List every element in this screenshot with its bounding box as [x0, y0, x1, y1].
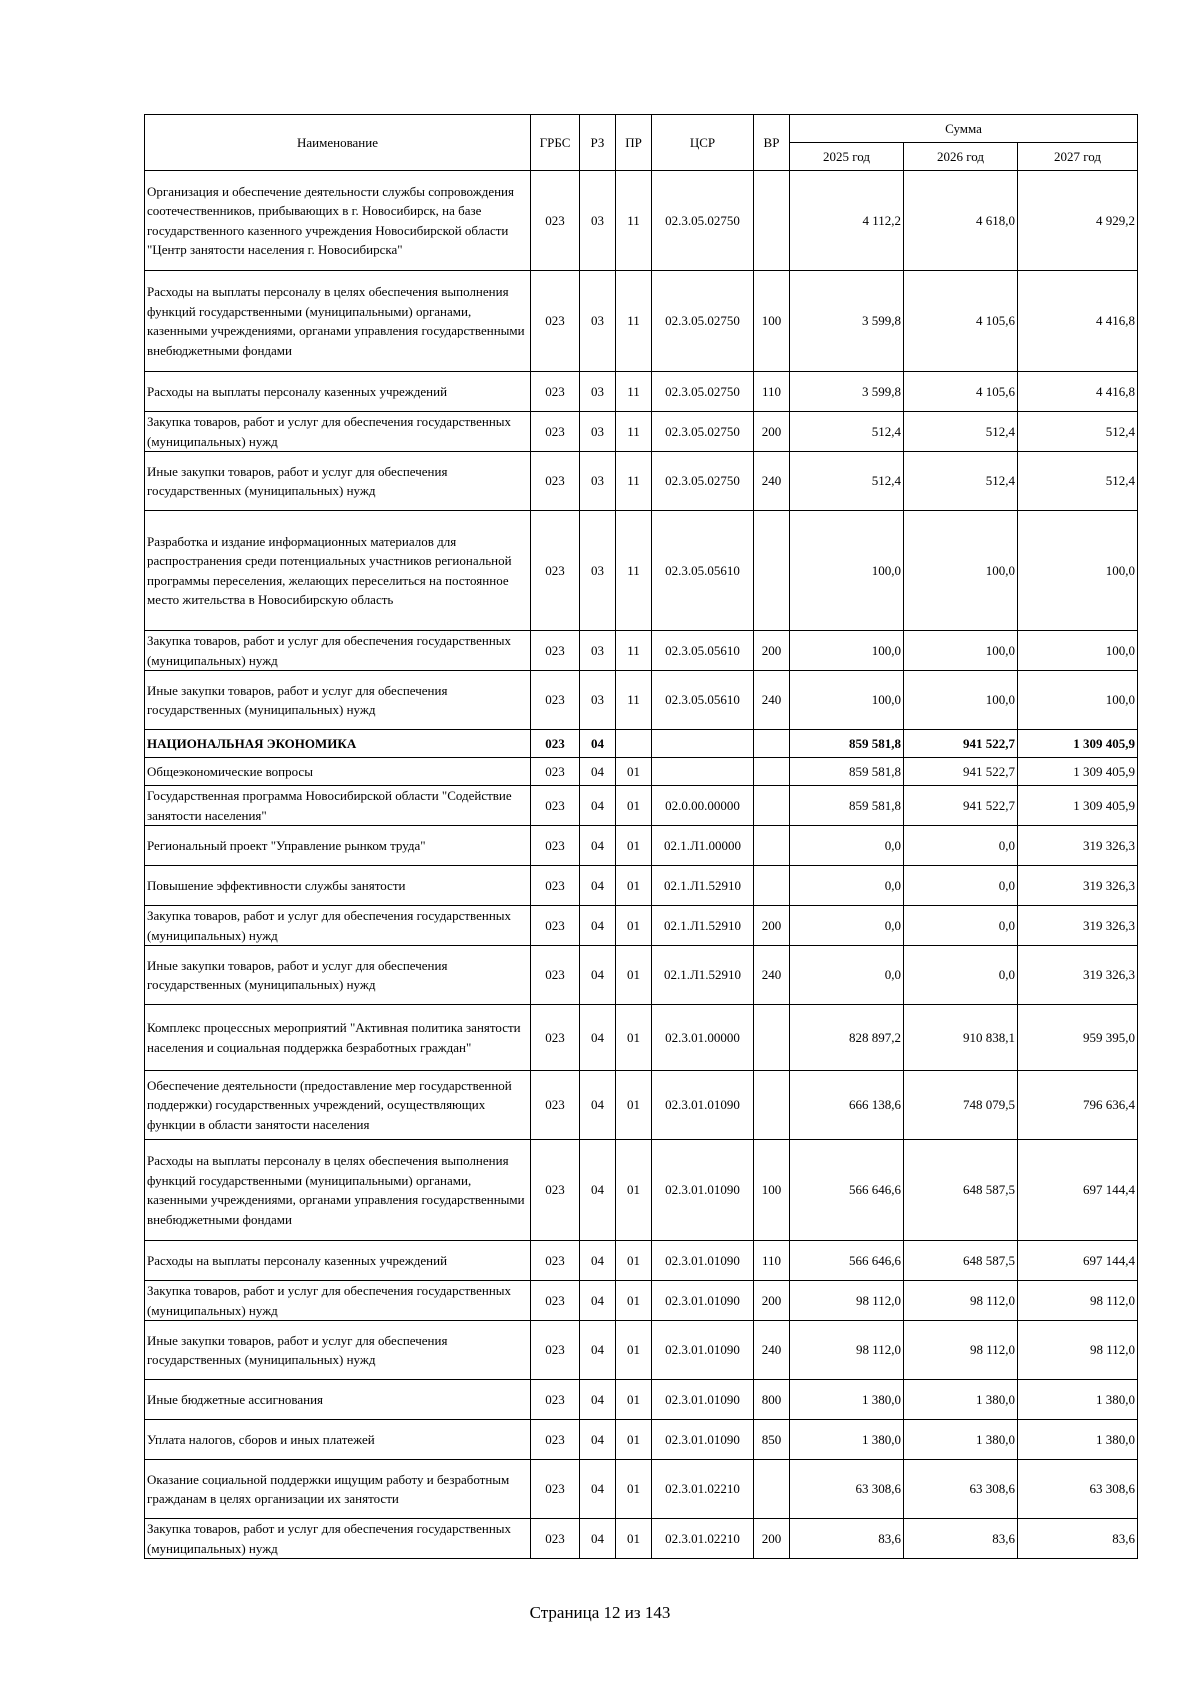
table-row	[145, 671, 1138, 730]
cell-name: Расходы на выплаты персоналу в целях обеспечения выполнения функций государственными (муниципальными) органами, казенными учреждениями, органами управления государственными внебюджетными фондами	[145, 271, 531, 372]
cell-y2027: 512,4	[1018, 452, 1138, 511]
table-row	[145, 786, 1138, 826]
cell-name: Организация и обеспечение деятельности службы сопровождения соотечественников, прибывающих в г. Новосибирск, на базе государственного казенного учреждения Новосибирской области "Центр занятости населения г. Новосибирска"	[145, 171, 531, 271]
cell-y2027: 319 326,3	[1018, 826, 1138, 866]
cell-pr: 11	[616, 511, 652, 631]
cell-name: Оказание социальной поддержки ищущим работу и безработным гражданам в целях организации их занятости	[145, 1460, 531, 1519]
cell-y2027: 98 112,0	[1018, 1321, 1138, 1380]
cell-grbs: 023	[531, 866, 580, 906]
cell-grbs: 023	[531, 452, 580, 511]
cell-y2025: 512,4	[790, 412, 904, 452]
cell-vr: 240	[754, 946, 790, 1005]
header-rz: РЗ	[580, 115, 616, 171]
cell-y2025: 0,0	[790, 826, 904, 866]
cell-csr: 02.1.Л1.52910	[652, 866, 754, 906]
cell-grbs: 023	[531, 1519, 580, 1559]
cell-y2025: 83,6	[790, 1519, 904, 1559]
cell-grbs: 023	[531, 826, 580, 866]
cell-name: Расходы на выплаты персоналу в целях обеспечения выполнения функций государственными (муниципальными) органами, казенными учреждениями, органами управления государственными внебюджетными фондами	[145, 1140, 531, 1241]
cell-y2026: 748 079,5	[904, 1071, 1018, 1140]
cell-csr: 02.3.01.00000	[652, 1005, 754, 1071]
cell-grbs: 023	[531, 511, 580, 631]
table-row	[145, 372, 1138, 412]
cell-y2026: 648 587,5	[904, 1241, 1018, 1281]
cell-grbs: 023	[531, 1281, 580, 1321]
cell-y2026: 0,0	[904, 946, 1018, 1005]
cell-pr: 01	[616, 1071, 652, 1140]
cell-vr	[754, 730, 790, 758]
cell-y2027: 63 308,6	[1018, 1460, 1138, 1519]
cell-y2026: 98 112,0	[904, 1281, 1018, 1321]
cell-rz: 04	[580, 1241, 616, 1281]
cell-csr: 02.1.Л1.52910	[652, 906, 754, 946]
cell-name: Иные закупки товаров, работ и услуг для обеспечения государственных (муниципальных) нужд	[145, 452, 531, 511]
cell-y2027: 4 416,8	[1018, 372, 1138, 412]
table-row	[145, 271, 1138, 372]
budget-table	[144, 114, 1138, 1559]
cell-y2027: 697 144,4	[1018, 1241, 1138, 1281]
cell-y2026: 941 522,7	[904, 730, 1018, 758]
cell-pr: 01	[616, 1420, 652, 1460]
cell-vr: 240	[754, 1321, 790, 1380]
cell-pr: 01	[616, 1140, 652, 1241]
cell-grbs: 023	[531, 631, 580, 671]
cell-rz: 04	[580, 1071, 616, 1140]
cell-y2026: 100,0	[904, 671, 1018, 730]
table-row	[145, 1241, 1138, 1281]
cell-y2025: 566 646,6	[790, 1140, 904, 1241]
cell-y2027: 319 326,3	[1018, 906, 1138, 946]
header-csr: ЦСР	[652, 115, 754, 171]
table-row	[145, 1005, 1138, 1071]
cell-rz: 03	[580, 631, 616, 671]
cell-name: Региональный проект "Управление рынком труда"	[145, 826, 531, 866]
cell-y2026: 4 105,6	[904, 271, 1018, 372]
cell-csr: 02.3.01.01090	[652, 1241, 754, 1281]
cell-vr	[754, 786, 790, 826]
cell-rz: 03	[580, 511, 616, 631]
cell-y2025: 566 646,6	[790, 1241, 904, 1281]
cell-pr: 01	[616, 826, 652, 866]
cell-y2027: 959 395,0	[1018, 1005, 1138, 1071]
cell-y2026: 63 308,6	[904, 1460, 1018, 1519]
cell-name: Закупка товаров, работ и услуг для обеспечения государственных (муниципальных) нужд	[145, 1281, 531, 1321]
cell-grbs: 023	[531, 758, 580, 786]
cell-pr: 01	[616, 1241, 652, 1281]
cell-y2026: 0,0	[904, 906, 1018, 946]
cell-rz: 04	[580, 1321, 616, 1380]
cell-csr: 02.3.05.05610	[652, 631, 754, 671]
cell-grbs: 023	[531, 1071, 580, 1140]
cell-y2027: 319 326,3	[1018, 866, 1138, 906]
cell-csr: 02.1.Л1.00000	[652, 826, 754, 866]
cell-csr: 02.3.01.02210	[652, 1519, 754, 1559]
cell-csr: 02.3.05.02750	[652, 412, 754, 452]
table-row	[145, 826, 1138, 866]
cell-y2026: 4 618,0	[904, 171, 1018, 271]
cell-csr: 02.3.01.02210	[652, 1460, 754, 1519]
cell-grbs: 023	[531, 1420, 580, 1460]
header-name: Наименование	[145, 115, 531, 171]
cell-y2027: 1 309 405,9	[1018, 758, 1138, 786]
cell-y2026: 0,0	[904, 866, 1018, 906]
cell-vr	[754, 1005, 790, 1071]
cell-pr: 01	[616, 1380, 652, 1420]
table-row	[145, 1380, 1138, 1420]
header-vr: ВР	[754, 115, 790, 171]
cell-csr: 02.3.05.02750	[652, 271, 754, 372]
cell-rz: 04	[580, 1005, 616, 1071]
cell-y2025: 3 599,8	[790, 271, 904, 372]
cell-vr: 100	[754, 271, 790, 372]
cell-y2027: 100,0	[1018, 631, 1138, 671]
cell-pr: 01	[616, 906, 652, 946]
cell-y2026: 100,0	[904, 511, 1018, 631]
cell-name: Иные бюджетные ассигнования	[145, 1380, 531, 1420]
cell-grbs: 023	[531, 412, 580, 452]
cell-pr: 11	[616, 452, 652, 511]
cell-y2027: 697 144,4	[1018, 1140, 1138, 1241]
cell-pr: 01	[616, 758, 652, 786]
cell-y2025: 666 138,6	[790, 1071, 904, 1140]
cell-rz: 04	[580, 866, 616, 906]
cell-rz: 03	[580, 412, 616, 452]
cell-y2026: 941 522,7	[904, 758, 1018, 786]
cell-pr: 01	[616, 1519, 652, 1559]
cell-rz: 03	[580, 271, 616, 372]
cell-rz: 03	[580, 372, 616, 412]
cell-csr: 02.3.01.01090	[652, 1321, 754, 1380]
cell-name: Государственная программа Новосибирской области "Содействие занятости населения"	[145, 786, 531, 826]
cell-name: НАЦИОНАЛЬНАЯ ЭКОНОМИКА	[145, 730, 531, 758]
cell-csr: 02.3.05.02750	[652, 372, 754, 412]
cell-name: Закупка товаров, работ и услуг для обеспечения государственных (муниципальных) нужд	[145, 412, 531, 452]
table-row	[145, 631, 1138, 671]
cell-y2027: 4 929,2	[1018, 171, 1138, 271]
cell-grbs: 023	[531, 1321, 580, 1380]
cell-y2027: 512,4	[1018, 412, 1138, 452]
cell-name: Иные закупки товаров, работ и услуг для обеспечения государственных (муниципальных) нужд	[145, 946, 531, 1005]
cell-y2026: 1 380,0	[904, 1420, 1018, 1460]
header-2027: 2027 год	[1018, 143, 1138, 171]
cell-y2025: 0,0	[790, 866, 904, 906]
cell-pr: 11	[616, 372, 652, 412]
cell-y2025: 1 380,0	[790, 1380, 904, 1420]
cell-grbs: 023	[531, 1241, 580, 1281]
cell-vr: 200	[754, 1519, 790, 1559]
cell-grbs: 023	[531, 271, 580, 372]
cell-grbs: 023	[531, 730, 580, 758]
cell-name: Расходы на выплаты персоналу казенных учреждений	[145, 372, 531, 412]
cell-vr: 110	[754, 372, 790, 412]
cell-pr	[616, 730, 652, 758]
cell-grbs: 023	[531, 946, 580, 1005]
cell-rz: 04	[580, 906, 616, 946]
cell-y2027: 100,0	[1018, 671, 1138, 730]
cell-rz: 03	[580, 171, 616, 271]
header-2026: 2026 год	[904, 143, 1018, 171]
header-sum: Сумма	[790, 115, 1138, 143]
cell-y2026: 1 380,0	[904, 1380, 1018, 1420]
cell-y2026: 100,0	[904, 631, 1018, 671]
cell-pr: 01	[616, 1321, 652, 1380]
cell-y2025: 0,0	[790, 946, 904, 1005]
cell-rz: 04	[580, 758, 616, 786]
cell-pr: 01	[616, 946, 652, 1005]
cell-y2025: 100,0	[790, 511, 904, 631]
cell-grbs: 023	[531, 1005, 580, 1071]
cell-y2027: 1 309 405,9	[1018, 730, 1138, 758]
cell-rz: 04	[580, 1519, 616, 1559]
table-row	[145, 1321, 1138, 1380]
cell-y2027: 319 326,3	[1018, 946, 1138, 1005]
cell-pr: 01	[616, 1281, 652, 1321]
cell-pr: 01	[616, 1005, 652, 1071]
cell-vr	[754, 1071, 790, 1140]
cell-vr	[754, 511, 790, 631]
cell-pr: 11	[616, 631, 652, 671]
header-pr: ПР	[616, 115, 652, 171]
cell-grbs: 023	[531, 786, 580, 826]
cell-pr: 11	[616, 171, 652, 271]
cell-y2027: 4 416,8	[1018, 271, 1138, 372]
cell-vr: 110	[754, 1241, 790, 1281]
cell-y2026: 512,4	[904, 412, 1018, 452]
cell-y2025: 512,4	[790, 452, 904, 511]
cell-grbs: 023	[531, 1140, 580, 1241]
cell-y2026: 512,4	[904, 452, 1018, 511]
cell-y2027: 98 112,0	[1018, 1281, 1138, 1321]
cell-csr: 02.0.00.00000	[652, 786, 754, 826]
cell-name: Иные закупки товаров, работ и услуг для обеспечения государственных (муниципальных) нужд	[145, 671, 531, 730]
cell-y2026: 648 587,5	[904, 1140, 1018, 1241]
cell-y2025: 828 897,2	[790, 1005, 904, 1071]
cell-rz: 04	[580, 1420, 616, 1460]
cell-rz: 04	[580, 1460, 616, 1519]
cell-y2025: 0,0	[790, 906, 904, 946]
cell-name: Комплекс процессных мероприятий "Активная политика занятости населения и социальная поддержка безработных граждан"	[145, 1005, 531, 1071]
cell-name: Иные закупки товаров, работ и услуг для обеспечения государственных (муниципальных) нужд	[145, 1321, 531, 1380]
cell-y2025: 1 380,0	[790, 1420, 904, 1460]
table-row	[145, 866, 1138, 906]
cell-name: Обеспечение деятельности (предоставление мер государственной поддержки) государственных учреждений, осуществляющих функции в области занятости населения	[145, 1071, 531, 1140]
cell-y2025: 859 581,8	[790, 786, 904, 826]
cell-csr: 02.3.05.05610	[652, 511, 754, 631]
cell-name: Уплата налогов, сборов и иных платежей	[145, 1420, 531, 1460]
cell-rz: 04	[580, 1140, 616, 1241]
cell-grbs: 023	[531, 1460, 580, 1519]
cell-y2026: 98 112,0	[904, 1321, 1018, 1380]
cell-y2025: 859 581,8	[790, 730, 904, 758]
cell-y2027: 100,0	[1018, 511, 1138, 631]
cell-csr: 02.1.Л1.52910	[652, 946, 754, 1005]
table-body	[145, 171, 1138, 1559]
cell-y2026: 910 838,1	[904, 1005, 1018, 1071]
cell-y2025: 98 112,0	[790, 1321, 904, 1380]
header-grbs: ГРБС	[531, 115, 580, 171]
cell-csr: 02.3.01.01090	[652, 1420, 754, 1460]
cell-y2026: 941 522,7	[904, 786, 1018, 826]
cell-y2025: 4 112,2	[790, 171, 904, 271]
header-2025: 2025 год	[790, 143, 904, 171]
table-row	[145, 1519, 1138, 1559]
cell-vr	[754, 1460, 790, 1519]
cell-pr: 01	[616, 866, 652, 906]
table-row	[145, 412, 1138, 452]
cell-y2026: 83,6	[904, 1519, 1018, 1559]
cell-y2027: 83,6	[1018, 1519, 1138, 1559]
cell-vr: 850	[754, 1420, 790, 1460]
cell-rz: 03	[580, 671, 616, 730]
cell-rz: 04	[580, 786, 616, 826]
cell-vr	[754, 758, 790, 786]
cell-vr: 800	[754, 1380, 790, 1420]
cell-csr: 02.3.05.05610	[652, 671, 754, 730]
cell-csr: 02.3.05.02750	[652, 452, 754, 511]
cell-pr: 11	[616, 271, 652, 372]
cell-vr: 200	[754, 906, 790, 946]
cell-grbs: 023	[531, 1380, 580, 1420]
cell-rz: 04	[580, 946, 616, 1005]
table-row	[145, 906, 1138, 946]
page-number: Страница 12 из 143	[529, 1603, 671, 1622]
cell-vr	[754, 826, 790, 866]
cell-name: Закупка товаров, работ и услуг для обеспечения государственных (муниципальных) нужд	[145, 906, 531, 946]
cell-y2027: 796 636,4	[1018, 1071, 1138, 1140]
cell-csr	[652, 758, 754, 786]
cell-vr: 240	[754, 671, 790, 730]
cell-name: Расходы на выплаты персоналу казенных учреждений	[145, 1241, 531, 1281]
cell-rz: 04	[580, 1281, 616, 1321]
cell-vr: 200	[754, 1281, 790, 1321]
cell-vr: 100	[754, 1140, 790, 1241]
table-row	[145, 1460, 1138, 1519]
cell-csr	[652, 730, 754, 758]
cell-pr: 01	[616, 786, 652, 826]
cell-rz: 04	[580, 1380, 616, 1420]
cell-y2025: 98 112,0	[790, 1281, 904, 1321]
cell-vr: 200	[754, 412, 790, 452]
cell-rz: 03	[580, 452, 616, 511]
cell-grbs: 023	[531, 171, 580, 271]
cell-csr: 02.3.01.01090	[652, 1140, 754, 1241]
cell-y2025: 63 308,6	[790, 1460, 904, 1519]
table-row	[145, 511, 1138, 631]
table-header	[145, 115, 1138, 171]
cell-csr: 02.3.01.01090	[652, 1071, 754, 1140]
cell-y2025: 100,0	[790, 671, 904, 730]
cell-grbs: 023	[531, 372, 580, 412]
cell-vr	[754, 866, 790, 906]
table-row	[145, 758, 1138, 786]
cell-y2025: 859 581,8	[790, 758, 904, 786]
cell-rz: 04	[580, 730, 616, 758]
cell-pr: 11	[616, 412, 652, 452]
cell-name: Закупка товаров, работ и услуг для обеспечения государственных (муниципальных) нужд	[145, 1519, 531, 1559]
table-row	[145, 452, 1138, 511]
cell-rz: 04	[580, 826, 616, 866]
table-row	[145, 1140, 1138, 1241]
table-row	[145, 171, 1138, 271]
cell-y2027: 1 309 405,9	[1018, 786, 1138, 826]
cell-grbs: 023	[531, 671, 580, 730]
cell-csr: 02.3.01.01090	[652, 1380, 754, 1420]
cell-vr: 240	[754, 452, 790, 511]
cell-name: Закупка товаров, работ и услуг для обеспечения государственных (муниципальных) нужд	[145, 631, 531, 671]
cell-pr: 01	[616, 1460, 652, 1519]
cell-csr: 02.3.01.01090	[652, 1281, 754, 1321]
table-row	[145, 1281, 1138, 1321]
cell-grbs: 023	[531, 906, 580, 946]
cell-name: Повышение эффективности службы занятости	[145, 866, 531, 906]
table-row	[145, 1420, 1138, 1460]
cell-y2027: 1 380,0	[1018, 1420, 1138, 1460]
cell-name: Общеэкономические вопросы	[145, 758, 531, 786]
cell-vr: 200	[754, 631, 790, 671]
table-row	[145, 1071, 1138, 1140]
cell-pr: 11	[616, 671, 652, 730]
cell-vr	[754, 171, 790, 271]
table-row	[145, 946, 1138, 1005]
table-row	[145, 730, 1138, 758]
cell-csr: 02.3.05.02750	[652, 171, 754, 271]
cell-y2025: 100,0	[790, 631, 904, 671]
cell-name: Разработка и издание информационных материалов для распространения среди потенциальных участников региональной программы переселения, желающих переселиться на постоянное место жительства в Новосибирскую область	[145, 511, 531, 631]
cell-y2025: 3 599,8	[790, 372, 904, 412]
cell-y2026: 0,0	[904, 826, 1018, 866]
cell-y2026: 4 105,6	[904, 372, 1018, 412]
cell-y2027: 1 380,0	[1018, 1380, 1138, 1420]
